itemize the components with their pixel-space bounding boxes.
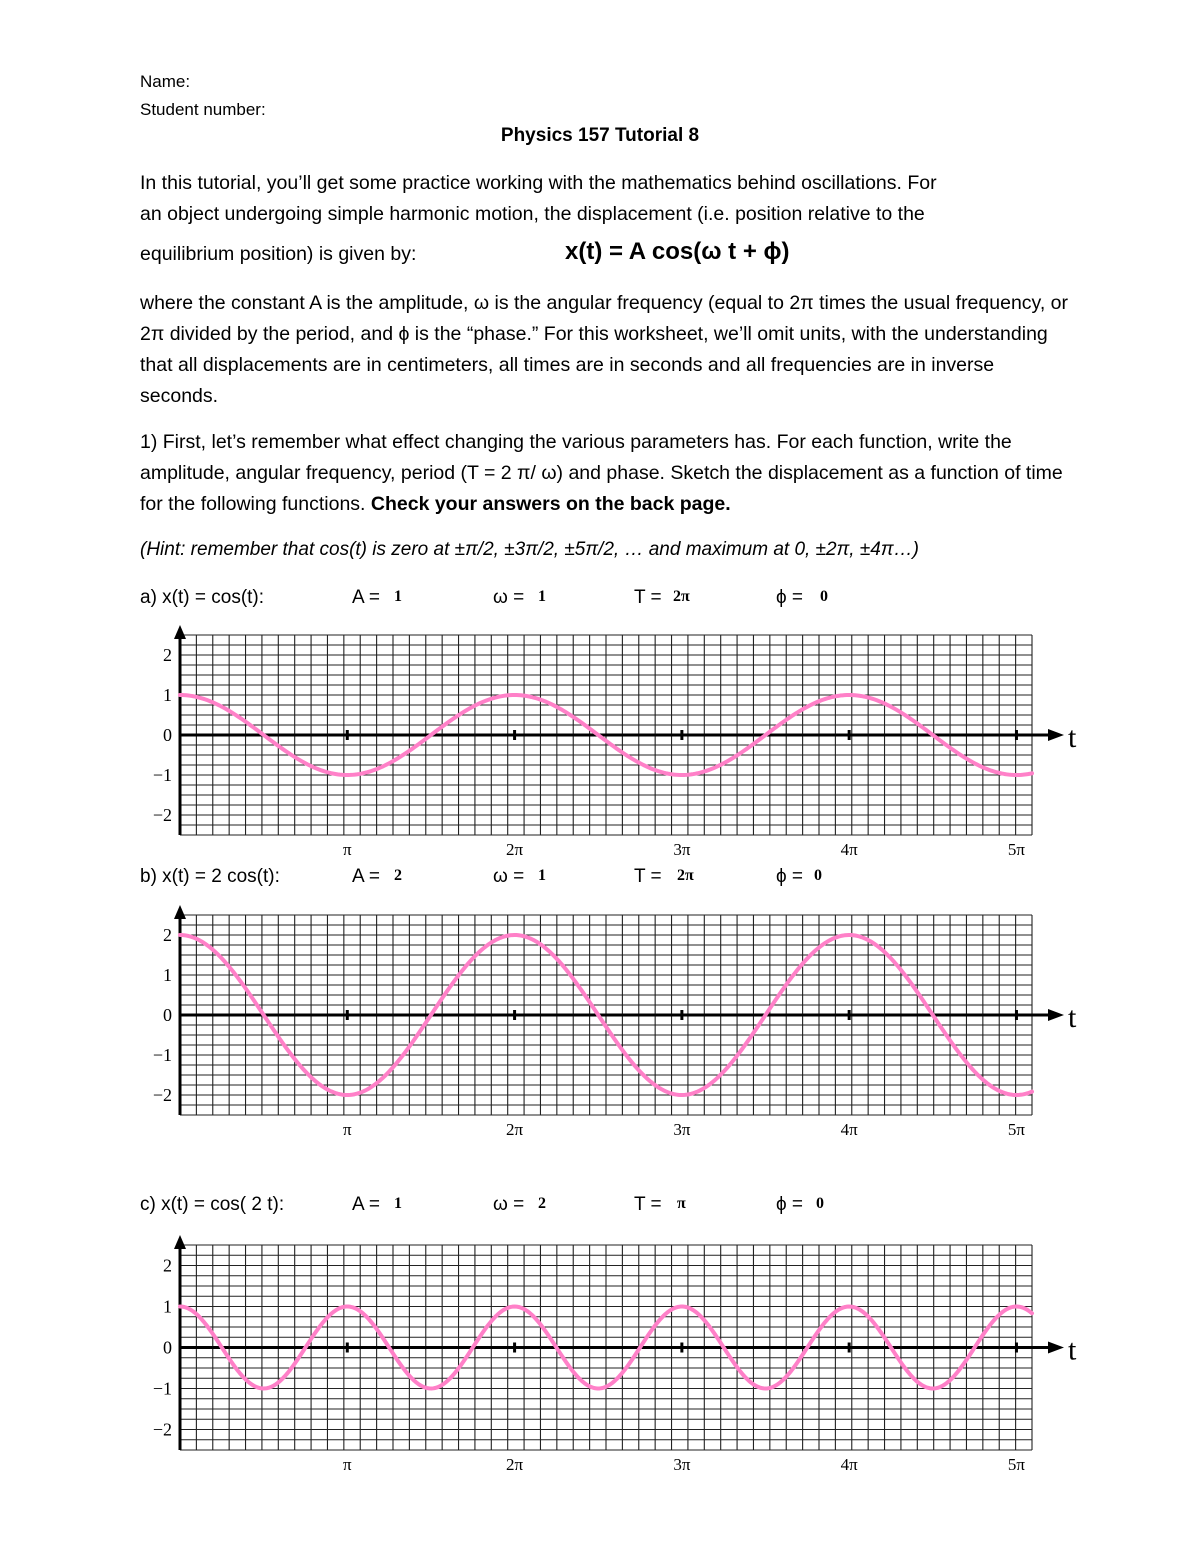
- x-tick-label: 3π: [673, 1120, 691, 1139]
- x-axis-label: t: [1068, 1333, 1077, 1367]
- part-a-phase-label: ϕ =: [776, 587, 804, 608]
- name-label: Name:: [140, 72, 191, 91]
- y-tick-label: 1: [163, 965, 172, 985]
- x-axis-label: t: [1068, 1001, 1077, 1034]
- hint-text: (Hint: remember that cos(t) is zero at ±π/2, ±3π/2, ±5π/2, … and maximum at 0, ±2π, ±4π…): [140, 539, 919, 560]
- question-1-text: 1) First, let’s remember what effect changing the various parameters has. For each function, write the amplitude, angular frequency, period (T = 2 π/ ω) and phase. Sketch the displacement as a function of time for the following functions.: [140, 431, 1063, 515]
- part-c-omega-label: ω =: [493, 1194, 525, 1215]
- part-b-label: b) x(t) = 2 cos(t):: [140, 866, 280, 887]
- y-tick-label: 1: [163, 685, 172, 705]
- x-tick-label: 3π: [673, 840, 691, 859]
- x-tick-label: 4π: [840, 1120, 858, 1139]
- part-a-omega-answer: 1: [538, 588, 546, 605]
- x-tick-label: 5π: [1007, 840, 1025, 859]
- student-number-label: Student number:: [140, 100, 266, 119]
- y-tick-label: −1: [152, 765, 172, 785]
- part-c-label: c) x(t) = cos( 2 t):: [140, 1194, 285, 1215]
- question-1-check-answers: Check your answers on the back page.: [370, 493, 731, 515]
- graph-c: [140, 1235, 1077, 1475]
- part-b-phase-label: ϕ =: [776, 866, 804, 887]
- part-b-phase-answer: 0: [814, 867, 822, 884]
- y-tick-label: −2: [152, 1419, 172, 1440]
- y-tick-label: 0: [163, 1337, 172, 1358]
- part-c-amplitude-label: A =: [352, 1194, 380, 1215]
- x-tick-label: 4π: [840, 1455, 858, 1474]
- y-tick-label: 2: [163, 645, 172, 665]
- x-tick-label: 5π: [1007, 1455, 1025, 1474]
- shm-formula: x(t) = A cos(ω t + ϕ): [565, 238, 790, 265]
- x-tick-label: π: [342, 1455, 352, 1474]
- y-tick-label: 1: [163, 1296, 172, 1317]
- y-tick-label: −2: [152, 1085, 172, 1105]
- part-c-period-answer: π: [677, 1195, 686, 1212]
- part-b-amplitude-answer: 2: [394, 867, 402, 884]
- y-axis-arrow: [174, 905, 186, 919]
- y-tick-label: −2: [152, 805, 172, 825]
- part-a-omega-label: ω =: [493, 587, 525, 608]
- y-tick-label: 2: [163, 925, 172, 945]
- x-axis-arrow: [1048, 1009, 1064, 1021]
- part-c-phase-answer: 0: [816, 1195, 824, 1212]
- question-1: [140, 427, 1070, 520]
- y-tick-label: 0: [163, 725, 172, 745]
- x-axis-label: t: [1068, 721, 1077, 754]
- part-b-omega-label: ω =: [493, 866, 525, 887]
- y-tick-label: 0: [163, 1005, 172, 1025]
- part-b-period-answer: 2π: [677, 867, 694, 884]
- part-a-amplitude-label: A =: [352, 587, 380, 608]
- y-tick-label: 2: [163, 1255, 172, 1276]
- part-a-amplitude-answer: 1: [394, 588, 402, 605]
- x-tick-label: 2π: [506, 1120, 524, 1139]
- x-tick-label: π: [342, 1120, 352, 1139]
- intro-line-2: an object undergoing simple harmonic motion, the displacement (i.e. position relative to the: [140, 203, 925, 225]
- x-axis-arrow: [1048, 729, 1064, 741]
- part-c-period-label: T =: [634, 1194, 662, 1215]
- intro-line-1: In this tutorial, you’ll get some practice working with the mathematics behind oscillations. For: [140, 172, 937, 194]
- y-axis-arrow: [174, 1235, 186, 1249]
- part-a-period-label: T =: [634, 587, 662, 608]
- graph-a: [140, 625, 1077, 860]
- part-a-label: a) x(t) = cos(t):: [140, 587, 265, 608]
- x-tick-label: 5π: [1007, 1120, 1025, 1139]
- part-b-omega-answer: 1: [538, 867, 546, 884]
- x-tick-label: π: [342, 840, 352, 859]
- x-axis-arrow: [1048, 1342, 1064, 1354]
- part-c-amplitude-answer: 1: [394, 1195, 402, 1212]
- y-axis-arrow: [174, 625, 186, 639]
- intro-line-3: equilibrium position) is given by:: [140, 243, 417, 265]
- part-b-amplitude-label: A =: [352, 866, 380, 887]
- definitions-paragraph: where the constant A is the amplitude, ω is the angular frequency (equal to 2π times the usual frequency, or 2π divided by the period, and ϕ is the “phase.” For this worksheet, we’ll omit units, with the understanding that all displacements are in centimeters, all times are in seconds and all frequencies are in inverse seconds.: [140, 292, 1069, 407]
- part-c-phase-label: ϕ =: [776, 1194, 804, 1215]
- x-tick-label: 2π: [506, 1455, 524, 1474]
- y-tick-label: −1: [152, 1045, 172, 1065]
- y-tick-label: −1: [152, 1378, 172, 1399]
- part-c-omega-answer: 2: [538, 1195, 546, 1212]
- x-tick-label: 3π: [673, 1455, 691, 1474]
- x-tick-label: 4π: [840, 840, 858, 859]
- part-a-period-answer: 2π: [673, 588, 690, 605]
- graph-b: [140, 905, 1077, 1140]
- page-title: Physics 157 Tutorial 8: [500, 125, 700, 146]
- part-b-period-label: T =: [634, 866, 662, 887]
- x-tick-label: 2π: [506, 840, 524, 859]
- part-a-phase-answer: 0: [820, 588, 828, 605]
